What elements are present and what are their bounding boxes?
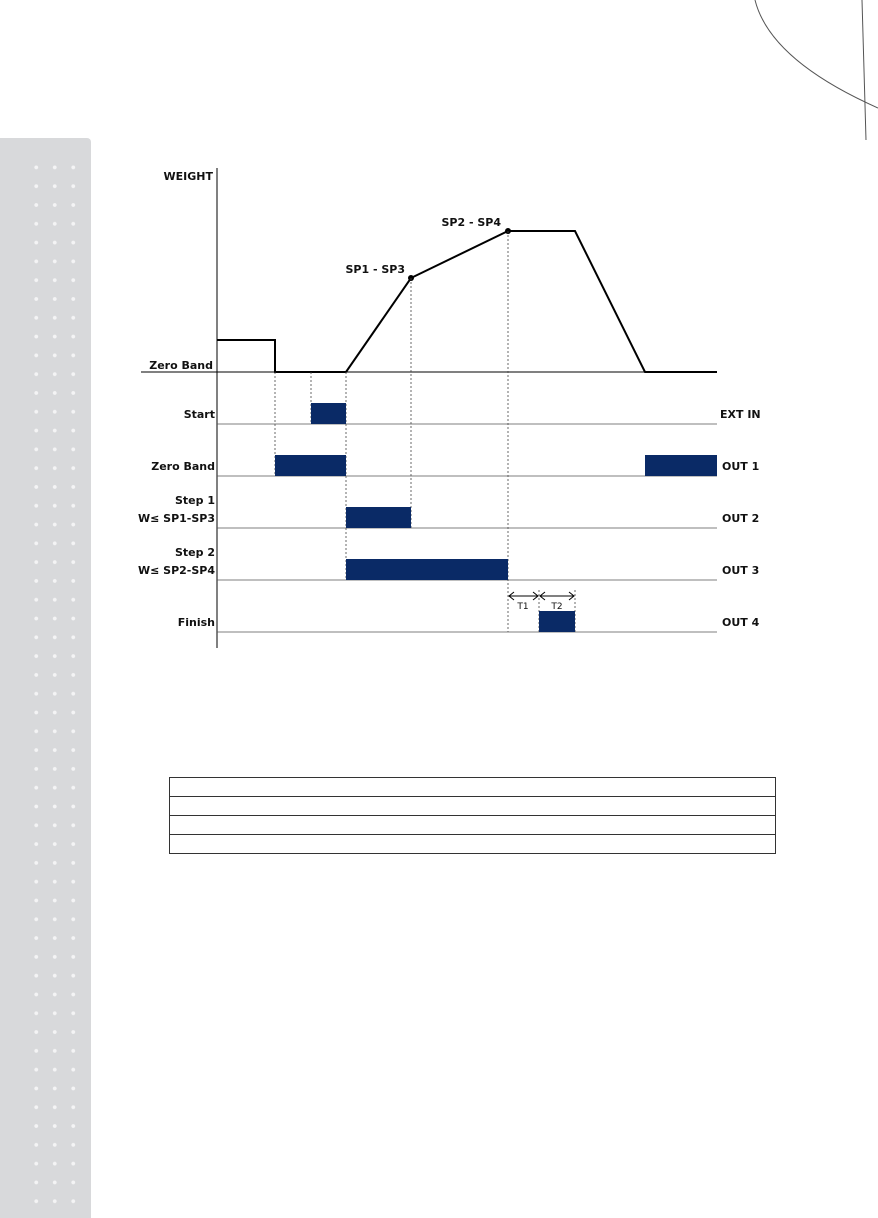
- table-row: [170, 797, 776, 816]
- bar-step1: [346, 507, 411, 528]
- row-label-zero-band: Zero Band: [151, 460, 215, 473]
- sp2-sp4-label: SP2 - SP4: [441, 216, 501, 229]
- bar-start: [311, 403, 346, 424]
- table-row: [170, 816, 776, 835]
- output-bars: [275, 403, 717, 632]
- empty-table: [169, 777, 776, 854]
- bar-step2: [346, 559, 508, 580]
- row-label-finish: Finish: [177, 616, 215, 629]
- row-out-4: OUT 4: [722, 616, 760, 629]
- weight-axis-label: WEIGHT: [163, 170, 213, 183]
- row-label-step2-condition: W≤ SP2-SP4: [137, 564, 215, 577]
- row-label-step1: Step 1: [175, 494, 215, 507]
- row-label-start: Start: [183, 408, 215, 421]
- table-row: [170, 778, 776, 797]
- sp1-sp3-label: SP1 - SP3: [345, 263, 405, 276]
- bar-zero-band-1: [275, 455, 346, 476]
- timer-t2-label: T2: [551, 602, 563, 612]
- row-out-1: OUT 1: [722, 460, 760, 473]
- sidebar-dot-pattern: [27, 158, 87, 1208]
- row-out-3: OUT 3: [722, 564, 760, 577]
- bar-finish: [539, 611, 575, 632]
- zero-band-axis-label: Zero Band: [149, 359, 213, 372]
- left-decorative-sidebar: [0, 138, 91, 1218]
- table-row: [170, 835, 776, 854]
- bar-zero-band-2: [645, 455, 717, 476]
- weight-curve: [217, 231, 717, 372]
- timing-diagram-svg: [135, 160, 785, 655]
- timer-arrows: [509, 592, 574, 600]
- row-out-ext-in: EXT IN: [720, 408, 761, 421]
- page-corner-guides: [0, 0, 878, 140]
- row-out-2: OUT 2: [722, 512, 760, 525]
- timing-diagram: [135, 160, 785, 655]
- timer-t1-label: T1: [517, 602, 529, 612]
- row-label-step2: Step 2: [175, 546, 215, 559]
- row-label-step1-condition: W≤ SP1-SP3: [137, 512, 215, 525]
